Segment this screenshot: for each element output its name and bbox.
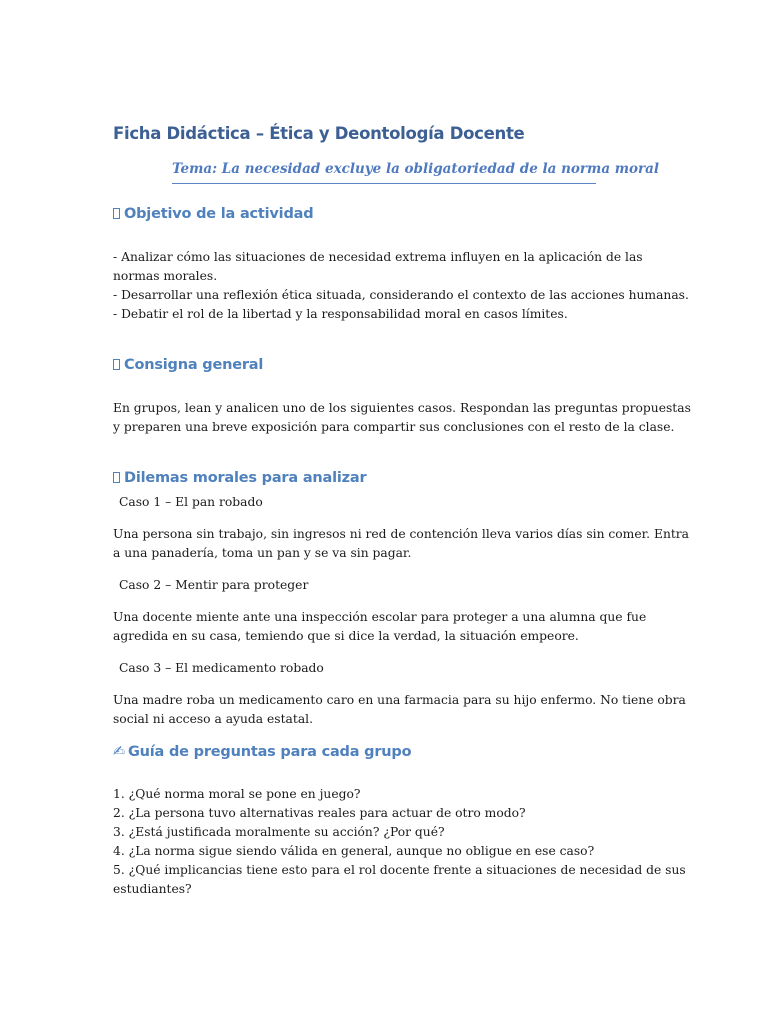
- caso-1-text: [113, 525, 690, 563]
- objetivo-list: [113, 248, 689, 324]
- caso-3-text: [113, 691, 686, 729]
- caso-3-line: Una madre roba un medicamento caro en una farmacia para su hijo enfermo. No tiene obra: [113, 693, 686, 707]
- caso-2-title: Caso 2 – Mentir para proteger: [119, 578, 309, 592]
- guia-question: 3. ¿Está justificada moralmente su acción? ¿Por qué?: [113, 825, 445, 839]
- consigna-line: En grupos, lean y analicen uno de los siguientes casos. Respondan las preguntas propuestas: [113, 401, 691, 415]
- caso-2-line: Una docente miente ante una inspección escolar para proteger a una alumna que fue: [113, 610, 647, 624]
- guia-question: estudiantes?: [113, 882, 192, 896]
- heading-guia: [113, 744, 411, 760]
- guia-question: 4. ¿La norma sigue siendo válida en general, aunque no obligue en ese caso?: [113, 844, 595, 858]
- caso-2-line: agredida en su casa, temiendo que si dice la verdad, la situación empeore.: [113, 629, 579, 643]
- missing-glyph-icon: [113, 359, 120, 370]
- caso-3-line: social ni acceso a ayuda estatal.: [113, 712, 313, 726]
- objetivo-line: - Desarrollar una reflexión ética situada, considerando el contexto de las acciones humanas.: [113, 288, 689, 302]
- caso-3-title: Caso 3 – El medicamento robado: [119, 661, 324, 675]
- objetivo-line: normas morales.: [113, 269, 218, 283]
- document-subtitle: Tema: La necesidad excluye la obligatoriedad de la norma moral: [172, 161, 596, 184]
- guia-question: 5. ¿Qué implicancias tiene esto para el rol docente frente a situaciones de necesidad de sus: [113, 863, 686, 877]
- document-title: Ficha Didáctica – Ética y Deontología Docente: [113, 124, 525, 143]
- guia-question: 1. ¿Qué norma moral se pone en juego?: [113, 787, 361, 801]
- guia-question: 2. ¿La persona tuvo alternativas reales para actuar de otro modo?: [113, 806, 526, 820]
- missing-glyph-icon: [113, 472, 120, 483]
- heading-dilemas-text: Dilemas morales para analizar: [124, 470, 367, 486]
- heading-objetivo-text: Objetivo de la actividad: [124, 206, 314, 222]
- consigna-line: y preparen una breve exposición para compartir sus conclusiones con el resto de la clase.: [113, 420, 675, 434]
- caso-1-line: a una panadería, toma un pan y se va sin pagar.: [113, 546, 412, 560]
- guia-questions: [113, 785, 686, 899]
- heading-objetivo: [113, 206, 313, 222]
- objetivo-line: - Analizar cómo las situaciones de necesidad extrema influyen en la aplicación de las: [113, 250, 643, 264]
- consigna-paragraph: [113, 399, 691, 437]
- missing-glyph-icon: [113, 208, 120, 219]
- heading-guia-text: Guía de preguntas para cada grupo: [127, 744, 412, 760]
- caso-1-title: Caso 1 – El pan robado: [119, 495, 263, 509]
- objetivo-line: - Debatir el rol de la libertad y la responsabilidad moral en casos límites.: [113, 307, 568, 321]
- heading-dilemas: [113, 470, 366, 486]
- caso-1-line: Una persona sin trabajo, sin ingresos ni red de contención lleva varios días sin comer. Entra: [113, 527, 690, 541]
- heading-consigna-text: Consigna general: [124, 357, 264, 373]
- caso-2-text: [113, 608, 658, 646]
- writing-hand-icon: ✍: [113, 744, 125, 760]
- heading-consigna: [113, 357, 263, 373]
